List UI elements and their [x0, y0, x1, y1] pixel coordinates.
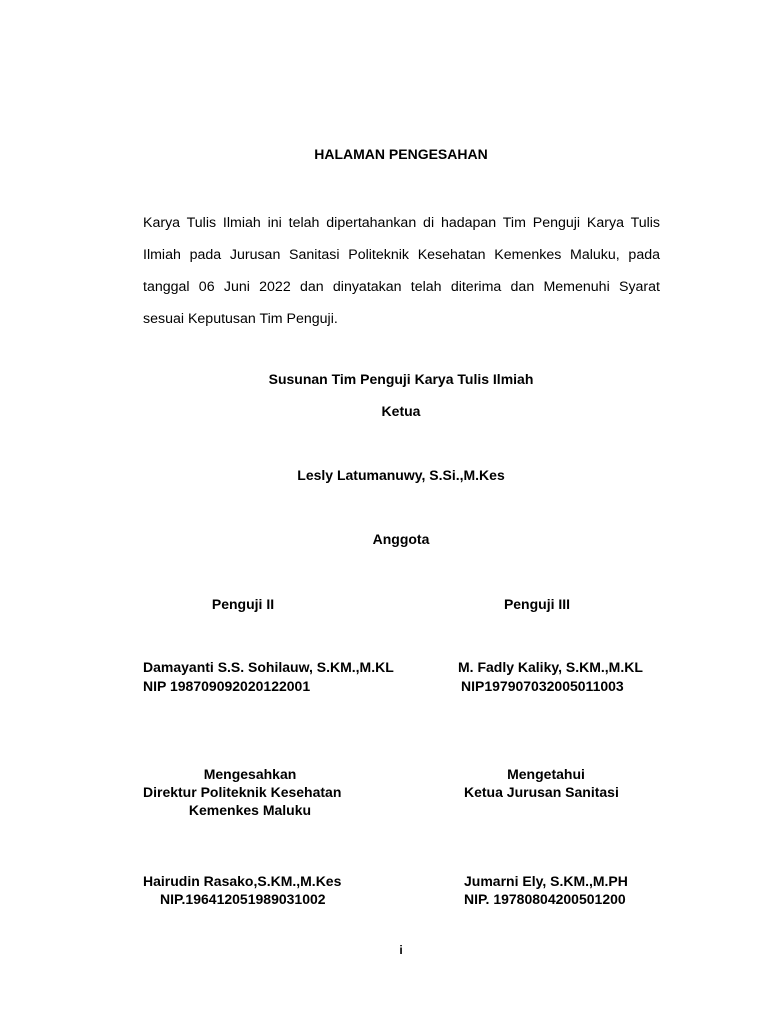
page-number: i [399, 943, 403, 957]
page-title: HALAMAN PENGESAHAN [314, 146, 488, 162]
approval-left-name: Hairudin Rasako,S.KM.,M.Kes [143, 873, 342, 889]
approval-left-position-line2: Kemenkes Maluku [188, 802, 312, 818]
examiner-3-label: Penguji III [503, 596, 571, 612]
paragraph-line: tanggal 06 Juni 2022 dan dinyatakan telah diterima dan Memenuhi Syarat [143, 279, 660, 295]
approval-right-position-line1: Ketua Jurusan Sanitasi [464, 784, 619, 800]
paragraph-line: Ilmiah pada Jurusan Sanitasi Politeknik Kesehatan Kemenkes Maluku, pada [143, 247, 660, 263]
approval-left-position-line1: Direktur Politeknik Kesehatan [143, 784, 342, 800]
members-label: Anggota [372, 531, 430, 547]
examiner-2-label: Penguji II [211, 596, 275, 612]
examiner-2-name: Damayanti S.S. Sohilauw, S.KM.,M.KL [143, 659, 394, 675]
paragraph-line: sesuai Keputusan Tim Penguji. [143, 311, 338, 327]
committee-heading: Susunan Tim Penguji Karya Tulis Ilmiah [268, 371, 534, 387]
examiner-3-name: M. Fadly Kaliky, S.KM.,M.KL [458, 659, 643, 675]
chair-label: Ketua [381, 403, 421, 419]
approval-left-nip: NIP.196412051989031002 [160, 891, 326, 907]
approval-right-name: Jumarni Ely, S.KM.,M.PH [464, 873, 628, 889]
approval-left-label: Mengesahkan [203, 766, 297, 782]
paragraph-line: Karya Tulis Ilmiah ini telah dipertahankan di hadapan Tim Penguji Karya Tulis [143, 215, 660, 231]
approval-right-label: Mengetahui [507, 766, 585, 782]
approval-right-nip: NIP. 19780804200501200 [464, 891, 626, 907]
chair-name: Lesly Latumanuwy, S.Si.,M.Kes [297, 467, 505, 483]
approval-paragraph [143, 207, 660, 335]
examiner-2-nip: NIP 198709092020122001 [143, 678, 311, 694]
examiner-3-nip: NIP197907032005011003 [461, 678, 624, 694]
